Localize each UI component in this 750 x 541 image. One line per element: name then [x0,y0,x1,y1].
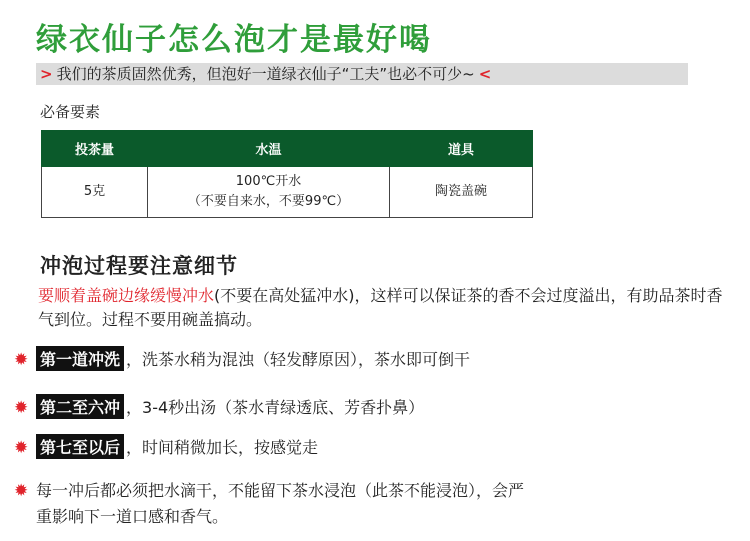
step-text: ，3-4秒出汤（茶水青绿透底、芳香扑鼻） [126,398,425,417]
step-item [14,434,318,459]
table-row [42,167,533,218]
banner-left-arrow: > [40,65,53,83]
step-text: ，洗茶水稍为混浊（轻发酵原因），茶水即可倒干 [126,350,471,369]
intro-highlight: 要顺着盖碗边缘缓慢冲水 [38,286,215,305]
intro-rest: (不要在高处猛冲水)，这样可以保证茶的香不会过度溢出，有助品茶时香气到位。过程不要用碗盖搞动。 [38,286,723,329]
brewing-table [41,130,533,218]
banner-right-arrow: < [478,65,492,83]
header-tool: 道具 [390,131,533,167]
cell-amount: 5克 [42,167,148,218]
process-title: 冲泡过程要注意细节 [40,254,238,278]
cell-tool: 陶瓷盖碗 [390,167,533,218]
step-badge: 第七至以后 [36,434,124,459]
header-temperature: 水温 [148,131,390,167]
sun-burst-icon: ✹ [14,481,29,501]
page-title: 绿衣仙子怎么泡才是最好喝 [36,22,432,58]
sun-burst-icon: ✹ [14,438,29,458]
temp-line2: （不要自来水，不要99℃） [187,194,350,209]
final-note [14,478,734,530]
temp-line1: 100℃开水 [235,174,302,189]
final-note-line1: 每一冲后都必须把水滴干，不能留下茶水浸泡（此茶不能浸泡），会严 [36,481,525,500]
banner-text: 我们的茶质固然优秀，但泡好一道绿衣仙子“工夫”也必不可少~ [56,65,475,83]
sun-burst-icon: ✹ [14,350,29,370]
step-badge: 第一道冲洗 [36,346,124,371]
sun-burst-icon: ✹ [14,398,29,418]
header-amount: 投茶量 [42,131,148,167]
table-header-row [42,131,533,167]
step-item [14,346,470,371]
step-item [14,394,424,419]
step-badge: 第二至六冲 [36,394,124,419]
essentials-label: 必备要素 [40,103,101,121]
step-text: ，时间稍微加长，按感觉走 [126,438,319,457]
cell-temperature [148,167,390,218]
final-note-line2: 重影响下一道口感和香气。 [36,507,229,526]
intro-banner [36,63,688,85]
intro-paragraph [38,284,728,332]
